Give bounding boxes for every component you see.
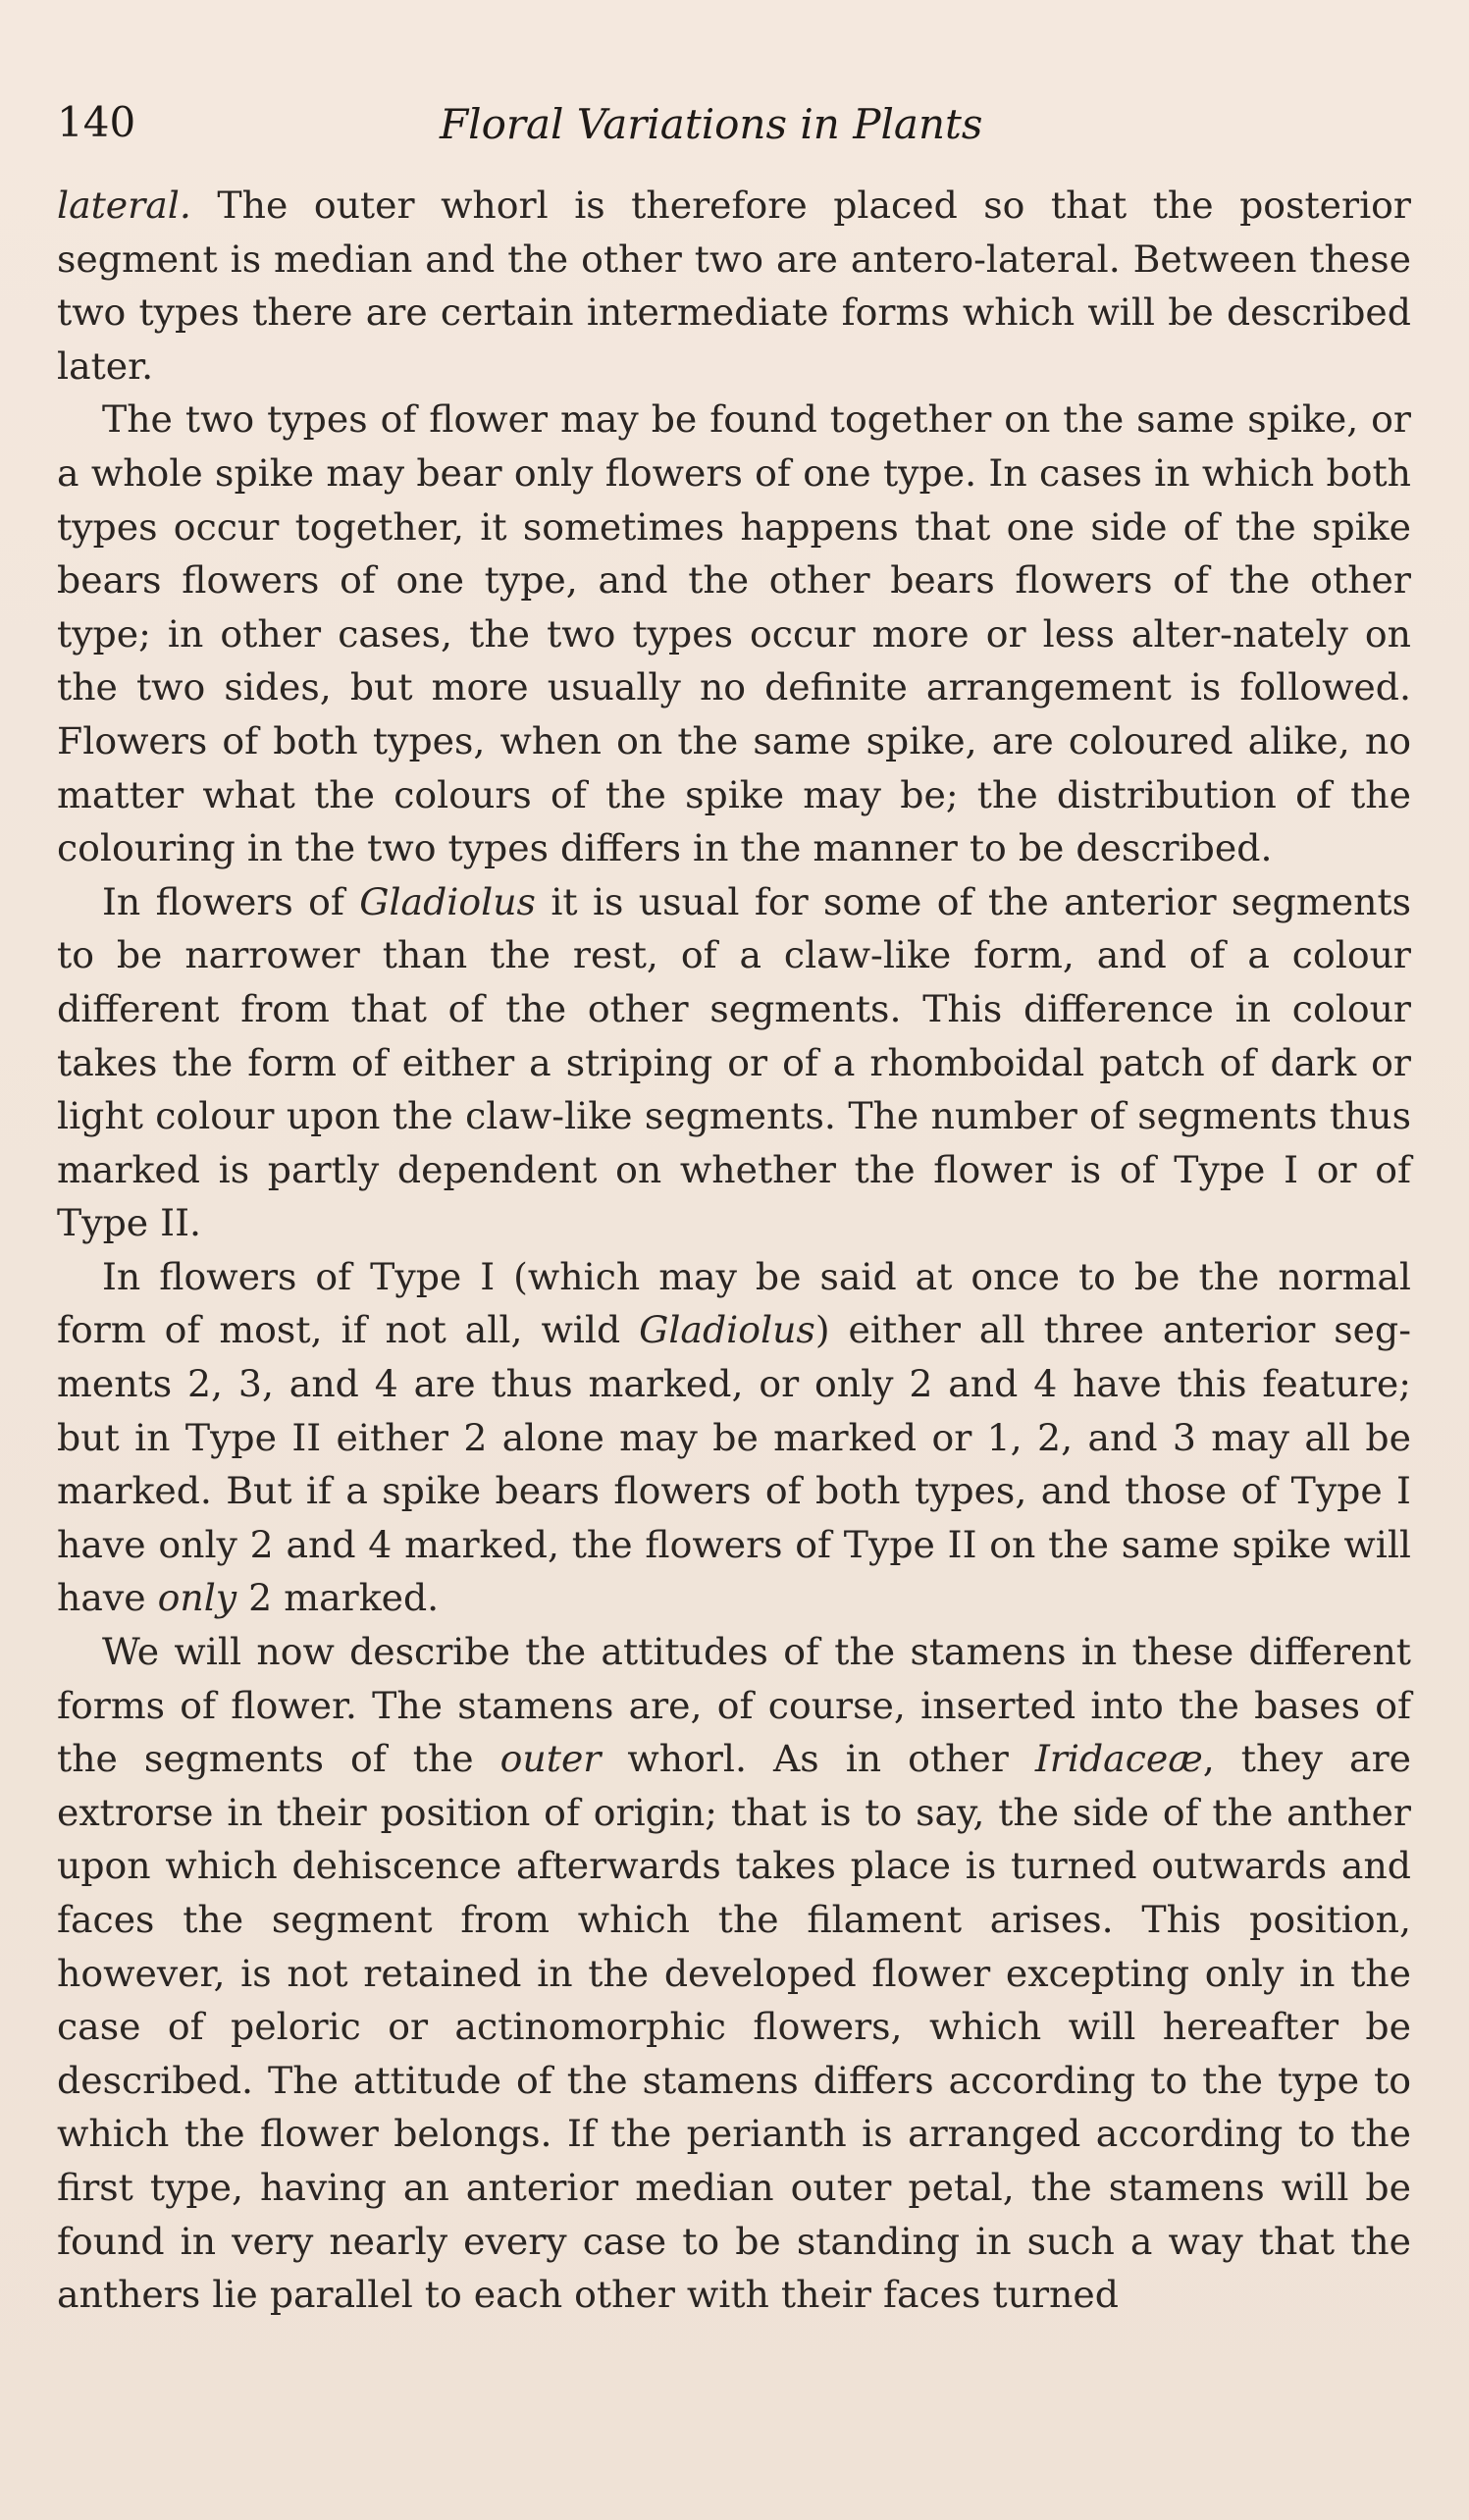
italic-text: Gladiolus [639,1308,815,1352]
text-run: it is usual for some of the anterior segments to be narrower than the rest, of a claw-like form, and of a colour different from that of the other segments. This difference in colour takes the form of either a striping or of a rhomboidal patch of dark or light colour upon the claw-like segments. The number of segments thus marked is partly dependent on whether the flower is of Type I or of Type II. [57,879,1411,1245]
italic-text: lateral. [57,184,191,227]
text-run: The two types of flower may be found together on the same spike, or a whole spike may bear only flowers of one type. In cases in which both types occur together, it sometimes happens that one side of the spike bears flowers of one type, and the other bears flowers of the other type; in other cases, the two types occur more or less alter-nately on the two sides, but more usually no definite arrangement is followed. Flowers of both types, when on the same spike, are coloured alike, no matter what the colours of the spike may be; the distribution of the colouring in the two types differs in the manner to be described. [57,397,1411,870]
page-number: 140 [57,98,136,146]
text-run: The outer whorl is therefore placed so that the posterior segment is median and the other two are antero-lateral. Between these two types there are certain intermediate forms which will be described later. [57,184,1411,388]
paragraph [57,393,1411,874]
text-run: In flowers of [102,879,360,923]
page-header [57,98,1411,167]
text-run: We will now describe the attitudes of the stamens in these different forms of flower. The stamens are, of course, inserted into the bases of the segments of the [57,1630,1411,1781]
body-text [57,179,1411,2322]
italic-text: Gladiolus [359,879,536,923]
paragraph [57,1250,1411,1625]
text-run: 2 marked. [236,1576,440,1620]
running-title: Floral Variations in Plants [440,100,983,148]
paragraph [57,1625,1411,2322]
paragraph [57,179,1411,393]
text-run: ) either all three anterior seg-ments 2, 3, and 4 are thus marked, or only 2 and 4 have this feature; but in Type II either 2 alone may be marked or 1, 2, and 3 may all be marked. But if a spike bears flowers of both types, and those of Type I have only 2 and 4 marked, the flowers of Type II on the same spike will have [57,1308,1411,1620]
paragraph [57,875,1411,1250]
text-run: , they are extrorse in their position of origin; that is to say, the side of the anther upon which dehiscence afterwards takes place is turned outwards and faces the segment from which the filament arises. This position, however, is not retained in the developed flower excepting only in the case of peloric or actinomorphic flowers, which will hereafter be described. The attitude of the stamens differs according to the type to which the flower belongs. If the perianth is arranged according to the first type, having an anterior median outer petal, the stamens will be found in very nearly every case to be standing in such a way that the anthers lie parallel to each other with their faces turned [57,1737,1412,2317]
text-run: In flowers of Type I (which may be said at once to be the normal form of most, if not all, wild [57,1254,1411,1352]
italic-text: Iridaceæ [1034,1737,1203,1781]
text-run: whorl. As in other [601,1737,1035,1781]
italic-text: outer [499,1737,602,1781]
italic-text: only [157,1576,237,1620]
